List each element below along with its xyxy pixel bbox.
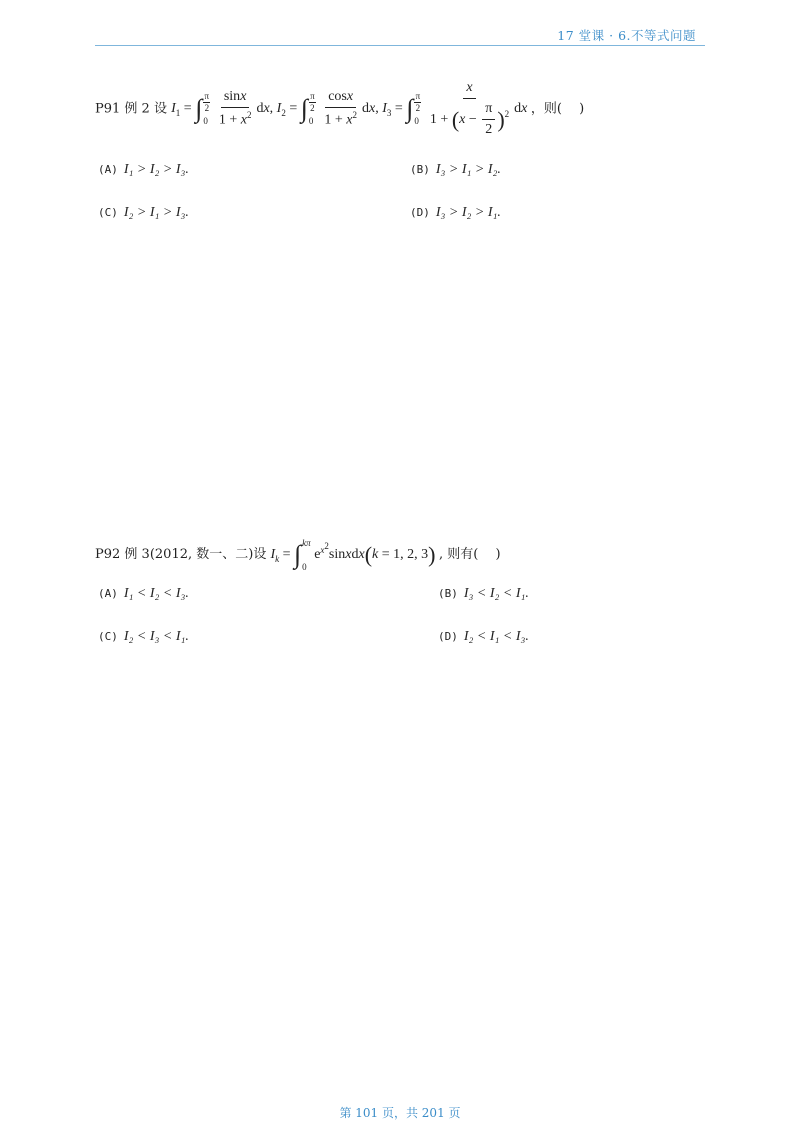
header-divider: [95, 45, 705, 46]
problem-1-tail: ，则( ): [530, 101, 585, 117]
option-text: I₂ < I₃ < I₁.: [123, 629, 189, 644]
problem-2-option-c: [98, 629, 189, 645]
problem-2-prefix: P92 例 3(2012, 数一、二)设: [95, 547, 267, 563]
problem-2-tail: , 则有( ): [438, 547, 501, 563]
option-label: (D): [410, 206, 430, 219]
option-text: I₂ < I₁ < I₃.: [463, 629, 529, 644]
problem-1-option-b: [410, 162, 501, 178]
option-text: I₂ > I₁ > I₃.: [123, 205, 189, 220]
problem-1-option-d: [410, 205, 501, 221]
option-label: (A): [98, 163, 118, 176]
option-text: I₃ > I₁ > I₂.: [435, 162, 501, 177]
option-label: (D): [438, 630, 458, 643]
problem-2-option-d: [438, 629, 529, 645]
problem-2-formula: $I_k$ = ∫ kπ 0 $e^{x^2}sinxdx(k = 1$, 2, 3): [270, 538, 436, 572]
option-label: (C): [98, 630, 118, 643]
option-label: (C): [98, 206, 118, 219]
problem-2-option-a: [98, 586, 189, 602]
problem-2-statement: [95, 538, 501, 572]
problem-1-option-a: [98, 162, 189, 178]
problem-1-formula: $I_1$ = ∫ π 2 0 $\frac{\sin x}{1 + x^2}$ dx, $I_2$ = ∫ π 2 0 $\frac{\cos x}{1 + x^2}$ dx, $I_3$ = ∫ π 2 0 x 1 + (x − $\frac{\pi}{2}$ )$^2$ dx: [171, 80, 528, 138]
option-label: (B): [410, 163, 430, 176]
option-text: I₃ > I₂ > I₁.: [435, 205, 501, 220]
problem-1-statement: [95, 80, 584, 138]
problem-1-option-c: [98, 205, 189, 221]
option-text: I₁ < I₂ < I₃.: [123, 586, 189, 601]
option-text: I₁ > I₂ > I₃.: [123, 162, 189, 177]
header-title: 17 堂课 · 6.不等式问题: [557, 28, 696, 43]
option-label: (B): [438, 587, 458, 600]
option-text: I₃ < I₂ < I₁.: [463, 586, 529, 601]
option-label: (A): [98, 587, 118, 600]
problem-2-option-b: [438, 586, 529, 602]
problem-1-prefix: P91 例 2 设: [95, 101, 167, 117]
page-footer: 第 101 页，共 201 页: [339, 1106, 461, 1120]
